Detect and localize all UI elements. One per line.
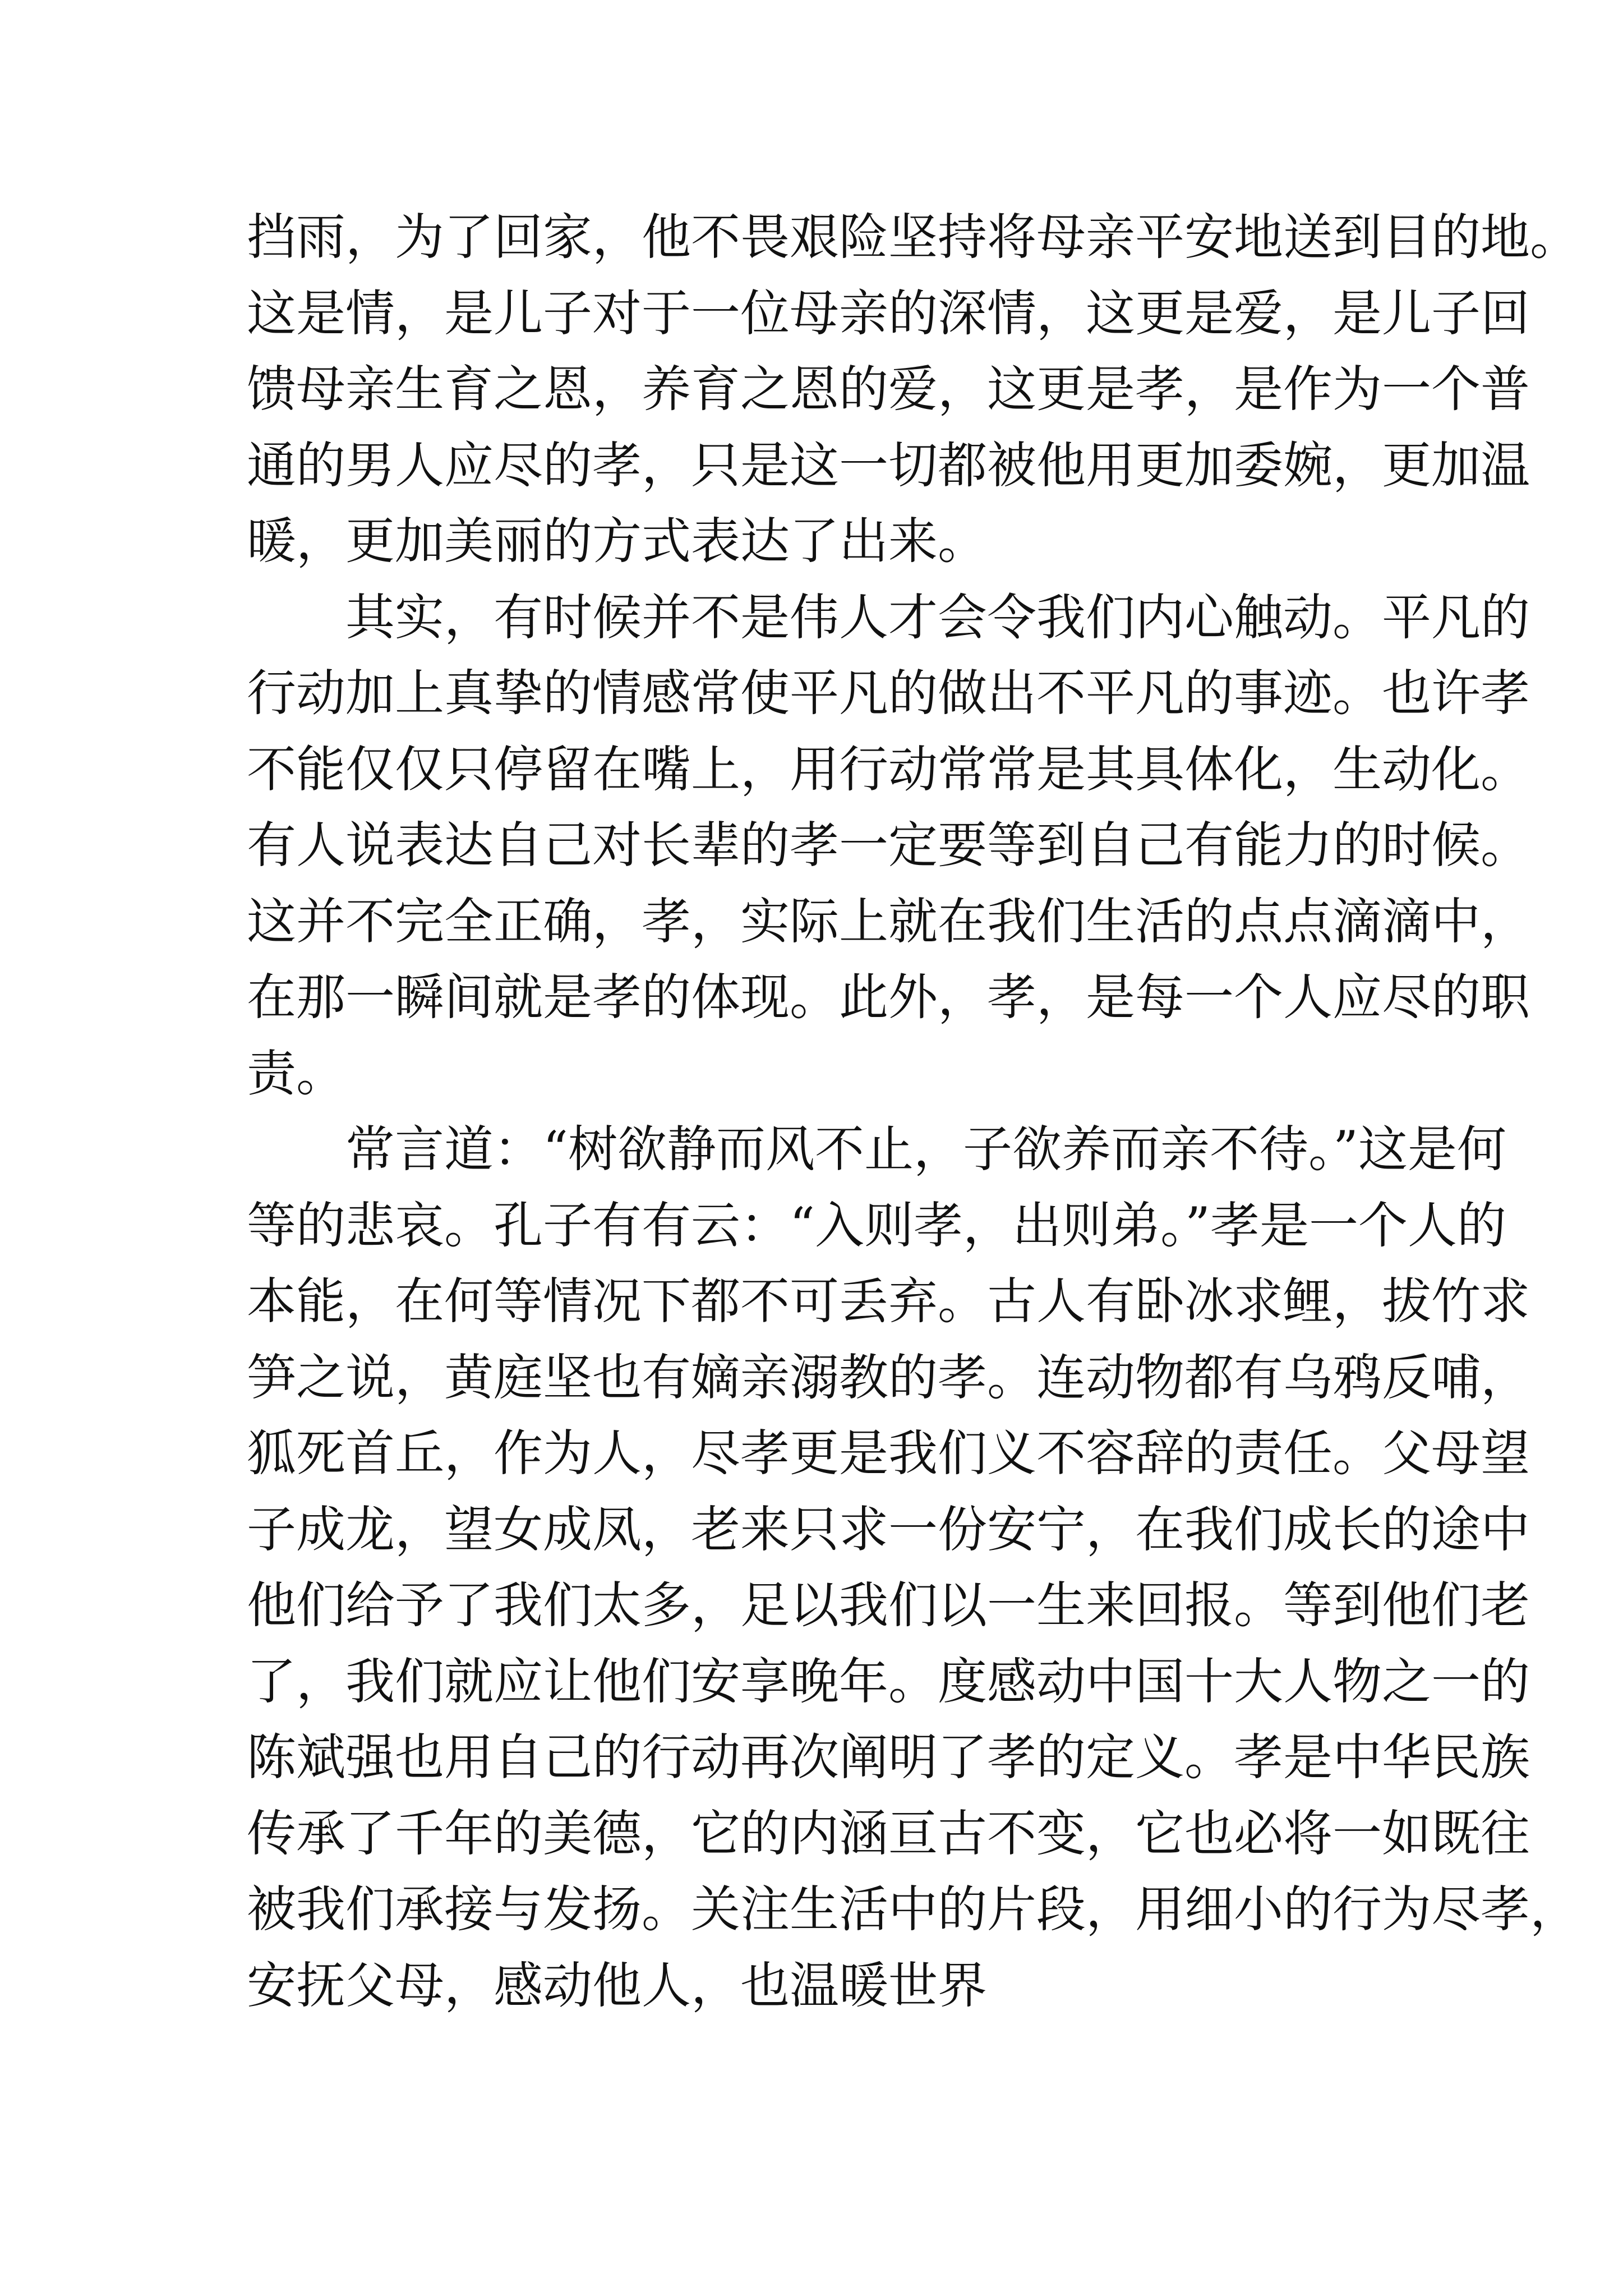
- text-line: 本能，在何等情况下都不可丢弃。古人有卧冰求鲤，拔竹求: [247, 1272, 1530, 1330]
- text-line: 安抚父母，感动他人，也温暖世界: [247, 1956, 988, 2014]
- text-line: 不能仅仅只停留在嘴上，用行动常常是其具体化，生动化。: [247, 740, 1530, 798]
- text-line: 这是情，是儿子对于一位母亲的深情，这更是爱，是儿子回: [247, 284, 1530, 342]
- text-line: 在那一瞬间就是孝的体现。此外，孝，是每一个人应尽的职: [247, 968, 1530, 1026]
- text-line: 责。: [247, 1044, 346, 1102]
- text-line: 这并不完全正确，孝，实际上就在我们生活的点点滴滴中，: [247, 892, 1530, 950]
- text-line: 行动加上真挚的情感常使平凡的做出不平凡的事迹。也许孝: [247, 664, 1530, 722]
- text-line: 他们给予了我们太多，足以我们以一生来回报。等到他们老: [247, 1576, 1530, 1634]
- text-line: 子成龙，望女成凤，老来只求一份安宁，在我们成长的途中: [247, 1500, 1530, 1558]
- text-line: 陈斌强也用自己的行动再次阐明了孝的定义。孝是中华民族: [247, 1728, 1530, 1786]
- text-line: 常言道：“树欲静而风不止，子欲养而亲不待。”这是何: [345, 1120, 1506, 1178]
- text-line: 狐死首丘，作为人，尽孝更是我们义不容辞的责任。父母望: [247, 1424, 1530, 1482]
- text-line: 通的男人应尽的孝，只是这一切都被他用更加委婉，更加温: [247, 436, 1530, 494]
- text-line: 等的悲哀。孔子有有云：“入则孝，出则弟。”孝是一个人的: [247, 1196, 1506, 1254]
- text-line: 馈母亲生育之恩，养育之恩的爱，这更是孝，是作为一个普: [247, 360, 1530, 418]
- body-text: [247, 199, 1580, 2023]
- text-line: 有人说表达自己对长辈的孝一定要等到自己有能力的时候。: [247, 816, 1530, 874]
- text-line: 暖，更加美丽的方式表达了出来。: [247, 512, 988, 570]
- text-line: 笋之说，黄庭坚也有嫡亲溺教的孝。连动物都有乌鸦反哺，: [247, 1348, 1530, 1406]
- text-line: 其实，有时候并不是伟人才会令我们内心触动。平凡的: [345, 588, 1530, 646]
- text-line: 挡雨，为了回家，他不畏艰险坚持将母亲平安地送到目的地。: [247, 208, 1580, 266]
- text-line: 被我们承接与发扬。关注生活中的片段，用细小的行为尽孝，: [247, 1880, 1580, 1938]
- text-line: 传承了千年的美德，它的内涵亘古不变，它也必将一如既往: [247, 1804, 1530, 1862]
- text-line: 了，我们就应让他们安享晚年。度感动中国十大人物之一的: [247, 1652, 1530, 1710]
